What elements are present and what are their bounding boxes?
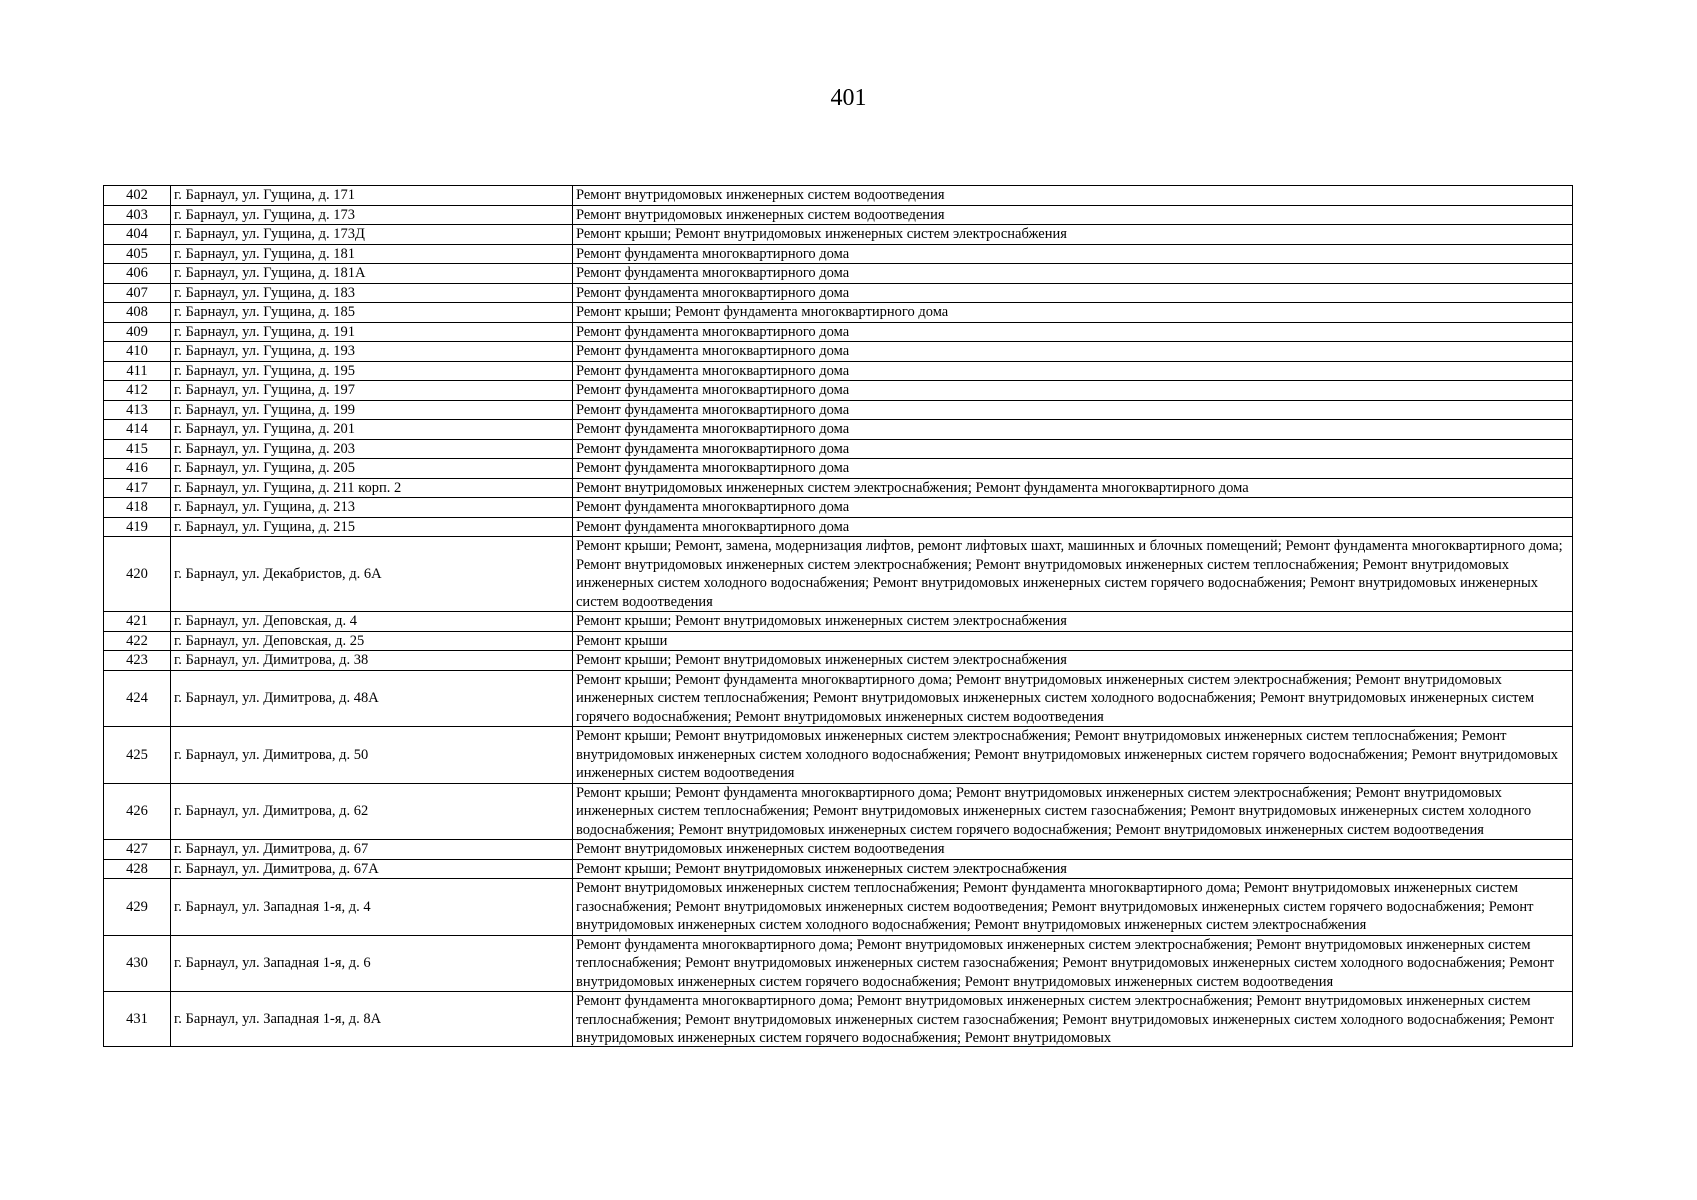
row-works: Ремонт фундамента многоквартирного дома: [576, 460, 850, 476]
row-address: г. Барнаул, ул. Гущина, д. 173: [171, 205, 573, 225]
row-works-cell: [573, 303, 1573, 323]
row-address: г. Барнаул, ул. Гущина, д. 181: [171, 244, 573, 264]
row-address: г. Барнаул, ул. Гущина, д. 171: [171, 186, 573, 206]
row-works: Ремонт внутридомовых инженерных систем водоотведения: [576, 841, 945, 857]
row-works-cell: [573, 459, 1573, 479]
row-works: Ремонт фундамента многоквартирного дома: [576, 323, 850, 340]
table-row: [104, 498, 1573, 518]
row-address: г. Барнаул, ул. Гущина, д. 213: [171, 498, 573, 518]
table-row: [104, 244, 1573, 264]
row-works: Ремонт крыши; Ремонт внутридомовых инженерных систем электроснабжения: [576, 652, 1067, 668]
row-number: 416: [104, 459, 171, 479]
row-address: г. Барнаул, ул. Западная 1-я, д. 6: [171, 935, 573, 992]
row-address: г. Барнаул, ул. Димитрова, д. 48А: [171, 670, 573, 727]
row-address: г. Барнаул, ул. Западная 1-я, д. 4: [171, 879, 573, 936]
table-row: [104, 783, 1573, 840]
row-works-cell: [573, 361, 1573, 381]
row-works-cell: [573, 420, 1573, 440]
table-row: [104, 631, 1573, 651]
row-number: 431: [104, 992, 171, 1047]
row-works: Ремонт фундамента многоквартирного дома: [576, 245, 850, 262]
table-row: [104, 612, 1573, 632]
row-address: г. Барнаул, ул. Гущина, д. 199: [171, 400, 573, 420]
row-address: г. Барнаул, ул. Гущина, д. 183: [171, 283, 573, 303]
row-works-cell: [573, 186, 1573, 206]
row-number: 407: [104, 283, 171, 303]
row-works: Ремонт крыши; Ремонт, замена, модернизация лифтов, ремонт лифтовых шахт, машинных и блочных помещений; Ремонт фундамента многоквартирного дома; Ремонт внутридомовых инженерных систем электроснабжения; Ремонт внутридомовых инженерных систем теплоснабжения; Ремонт внутридомовых инженерных систем холодного водоснабжения; Ремонт внутридомовых инженерных систем горячего водоснабжения; Ремонт внутридомовых инженерных систем водоотведения: [576, 538, 1563, 610]
table-row: [104, 670, 1573, 727]
table-row: [104, 400, 1573, 420]
row-address: г. Барнаул, ул. Димитрова, д. 38: [171, 651, 573, 671]
row-works: Ремонт фундамента многоквартирного дома: [576, 382, 850, 398]
row-number: 430: [104, 935, 171, 992]
table-row: [104, 264, 1573, 284]
table-row: [104, 303, 1573, 323]
row-address: г. Барнаул, ул. Гущина, д. 205: [171, 459, 573, 479]
table-row: [104, 361, 1573, 381]
row-address: г. Барнаул, ул. Димитрова, д. 50: [171, 727, 573, 784]
row-address: г. Барнаул, ул. Гущина, д. 185: [171, 303, 573, 323]
row-works: Ремонт фундамента многоквартирного дома: [576, 284, 850, 301]
row-number: 422: [104, 631, 171, 651]
row-works-cell: [573, 651, 1573, 671]
row-works: Ремонт фундамента многоквартирного дома; Ремонт внутридомовых инженерных систем электроснабжения; Ремонт внутридомовых инженерных систем теплоснабжения; Ремонт внутридомовых инженерных систем газоснабжения; Ремонт внутридомовых инженерных систем холодного водоснабжения; Ремонт внутридомовых инженерных систем горячего водоснабжения; Ремонт внутридомовых инженерных систем водоотведения: [576, 936, 1555, 990]
row-works: Ремонт фундамента многоквартирного дома; Ремонт внутридомовых инженерных систем электроснабжения; Ремонт внутридомовых инженерных систем теплоснабжения; Ремонт внутридомовых инженерных систем газоснабжения; Ремонт внутридомовых инженерных систем холодного водоснабжения; Ремонт внутридомовых инженерных систем горячего водоснабжения; Ремонт внутридомовых: [576, 993, 1555, 1046]
row-address: г. Барнаул, ул. Гущина, д. 203: [171, 439, 573, 459]
row-number: 417: [104, 478, 171, 498]
row-works: Ремонт фундамента многоквартирного дома: [576, 440, 850, 457]
registry-table-body: [104, 186, 1573, 1047]
row-number: 420: [104, 537, 171, 612]
row-works-cell: [573, 783, 1573, 840]
row-works: Ремонт фундамента многоквартирного дома: [576, 499, 850, 515]
row-address: г. Барнаул, ул. Гущина, д. 195: [171, 361, 573, 381]
table-row: [104, 225, 1573, 245]
row-works-cell: [573, 840, 1573, 860]
row-address: г. Барнаул, ул. Гущина, д. 201: [171, 420, 573, 440]
row-number: 404: [104, 225, 171, 245]
row-address: г. Барнаул, ул. Гущина, д. 197: [171, 381, 573, 401]
row-number: 418: [104, 498, 171, 518]
row-number: 424: [104, 670, 171, 727]
row-address: г. Барнаул, ул. Гущина, д. 215: [171, 517, 573, 537]
row-number: 413: [104, 400, 171, 420]
row-works: Ремонт крыши: [576, 632, 668, 649]
table-row: [104, 439, 1573, 459]
row-number: 425: [104, 727, 171, 784]
row-works-cell: [573, 992, 1573, 1047]
row-works-cell: [573, 859, 1573, 879]
row-number: 428: [104, 859, 171, 879]
table-row: [104, 935, 1573, 992]
row-works-cell: [573, 670, 1573, 727]
row-works-cell: [573, 537, 1573, 612]
table-row: [104, 420, 1573, 440]
row-works: Ремонт крыши; Ремонт фундамента многоквартирного дома; Ремонт внутридомовых инженерных систем электроснабжения; Ремонт внутридомовых инженерных систем теплоснабжения; Ремонт внутридомовых инженерных систем газоснабжения; Ремонт внутридомовых инженерных систем холодного водоснабжения; Ремонт внутридомовых инженерных систем горячего водоснабжения; Ремонт внутридомовых инженерных систем водоотведения: [576, 784, 1532, 838]
row-works: Ремонт фундамента многоквартирного дома: [576, 343, 850, 359]
table-row: [104, 727, 1573, 784]
row-works: Ремонт фундамента многоквартирного дома: [576, 362, 850, 379]
row-works-cell: [573, 439, 1573, 459]
row-address: г. Барнаул, ул. Гущина, д. 181А: [171, 264, 573, 284]
table-row: [104, 283, 1573, 303]
row-address: г. Барнаул, ул. Гущина, д. 191: [171, 322, 573, 342]
row-number: 405: [104, 244, 171, 264]
row-works-cell: [573, 342, 1573, 362]
row-works: Ремонт фундамента многоквартирного дома: [576, 265, 850, 281]
row-address: г. Барнаул, ул. Гущина, д. 193: [171, 342, 573, 362]
row-number: 427: [104, 840, 171, 860]
row-address: г. Барнаул, ул. Димитрова, д. 62: [171, 783, 573, 840]
table-row: [104, 879, 1573, 936]
registry-table: [103, 185, 1573, 1047]
row-address: г. Барнаул, ул. Деповская, д. 4: [171, 612, 573, 632]
row-number: 423: [104, 651, 171, 671]
row-works-cell: [573, 631, 1573, 651]
row-works: Ремонт крыши; Ремонт внутридомовых инженерных систем электроснабжения: [576, 860, 1067, 877]
row-number: 403: [104, 205, 171, 225]
row-address: г. Барнаул, ул. Деповская, д. 25: [171, 631, 573, 651]
row-address: г. Барнаул, ул. Гущина, д. 211 корп. 2: [171, 478, 573, 498]
row-number: 414: [104, 420, 171, 440]
row-works: Ремонт крыши; Ремонт внутридомовых инженерных систем электроснабжения; Ремонт внутридомовых инженерных систем теплоснабжения; Ремонт внутридомовых инженерных систем холодного водоснабжения; Ремонт внутридомовых инженерных систем горячего водоснабжения; Ремонт внутридомовых инженерных систем водоотведения: [576, 728, 1559, 781]
row-works: Ремонт внутридомовых инженерных систем водоотведения: [576, 187, 945, 203]
row-number: 409: [104, 322, 171, 342]
table-row: [104, 342, 1573, 362]
row-number: 421: [104, 612, 171, 632]
page-number: 401: [830, 85, 867, 111]
row-works: Ремонт фундамента многоквартирного дома: [576, 401, 850, 418]
row-works-cell: [573, 498, 1573, 518]
row-number: 411: [104, 361, 171, 381]
row-works: Ремонт крыши; Ремонт фундамента многоквартирного дома: [576, 304, 949, 320]
row-works-cell: [573, 400, 1573, 420]
row-works-cell: [573, 225, 1573, 245]
table-row: [104, 859, 1573, 879]
table-row: [104, 517, 1573, 537]
row-works: Ремонт внутридомовых инженерных систем водоотведения: [576, 206, 945, 223]
row-works-cell: [573, 727, 1573, 784]
row-address: г. Барнаул, ул. Декабристов, д. 6А: [171, 537, 573, 612]
row-number: 402: [104, 186, 171, 206]
table-row: [104, 459, 1573, 479]
row-address: г. Барнаул, ул. Гущина, д. 173Д: [171, 225, 573, 245]
row-number: 429: [104, 879, 171, 936]
table-row: [104, 537, 1573, 612]
row-works-cell: [573, 322, 1573, 342]
row-works-cell: [573, 935, 1573, 992]
row-works: Ремонт фундамента многоквартирного дома: [576, 421, 850, 437]
row-works-cell: [573, 205, 1573, 225]
row-works-cell: [573, 879, 1573, 936]
row-works: Ремонт фундамента многоквартирного дома: [576, 518, 850, 535]
row-works-cell: [573, 612, 1573, 632]
row-works: Ремонт крыши; Ремонт фундамента многоквартирного дома; Ремонт внутридомовых инженерных систем электроснабжения; Ремонт внутридомовых инженерных систем теплоснабжения; Ремонт внутридомовых инженерных систем холодного водоснабжения; Ремонт внутридомовых инженерных систем горячего водоснабжения; Ремонт внутридомовых инженерных систем водоотведения: [576, 671, 1535, 725]
row-works: Ремонт внутридомовых инженерных систем теплоснабжения; Ремонт фундамента многоквартирного дома; Ремонт внутридомовых инженерных систем газоснабжения; Ремонт внутридомовых инженерных систем водоотведения; Ремонт внутридомовых инженерных систем горячего водоснабжения; Ремонт внутридомовых инженерных систем холодного водоснабжения; Ремонт внутридомовых инженерных систем электроснабжения: [576, 880, 1534, 933]
row-works-cell: [573, 283, 1573, 303]
table-row: [104, 478, 1573, 498]
table-row: [104, 840, 1573, 860]
row-works-cell: [573, 517, 1573, 537]
row-number: 406: [104, 264, 171, 284]
row-works: Ремонт крыши; Ремонт внутридомовых инженерных систем электроснабжения: [576, 613, 1067, 629]
row-number: 408: [104, 303, 171, 323]
table-row: [104, 651, 1573, 671]
row-works: Ремонт внутридомовых инженерных систем электроснабжения; Ремонт фундамента многоквартирного дома: [576, 479, 1249, 496]
row-number: 415: [104, 439, 171, 459]
row-address: г. Барнаул, ул. Димитрова, д. 67: [171, 840, 573, 860]
row-number: 410: [104, 342, 171, 362]
row-address: г. Барнаул, ул. Димитрова, д. 67А: [171, 859, 573, 879]
row-works-cell: [573, 381, 1573, 401]
row-works-cell: [573, 264, 1573, 284]
table-row: [104, 186, 1573, 206]
table-row: [104, 381, 1573, 401]
table-row: [104, 205, 1573, 225]
row-number: 426: [104, 783, 171, 840]
row-number: 419: [104, 517, 171, 537]
row-number: 412: [104, 381, 171, 401]
row-address: г. Барнаул, ул. Западная 1-я, д. 8А: [171, 992, 573, 1047]
row-works: Ремонт крыши; Ремонт внутридомовых инженерных систем электроснабжения: [576, 226, 1067, 242]
row-works-cell: [573, 478, 1573, 498]
table-row: [104, 322, 1573, 342]
row-works-cell: [573, 244, 1573, 264]
table-row: [104, 992, 1573, 1047]
